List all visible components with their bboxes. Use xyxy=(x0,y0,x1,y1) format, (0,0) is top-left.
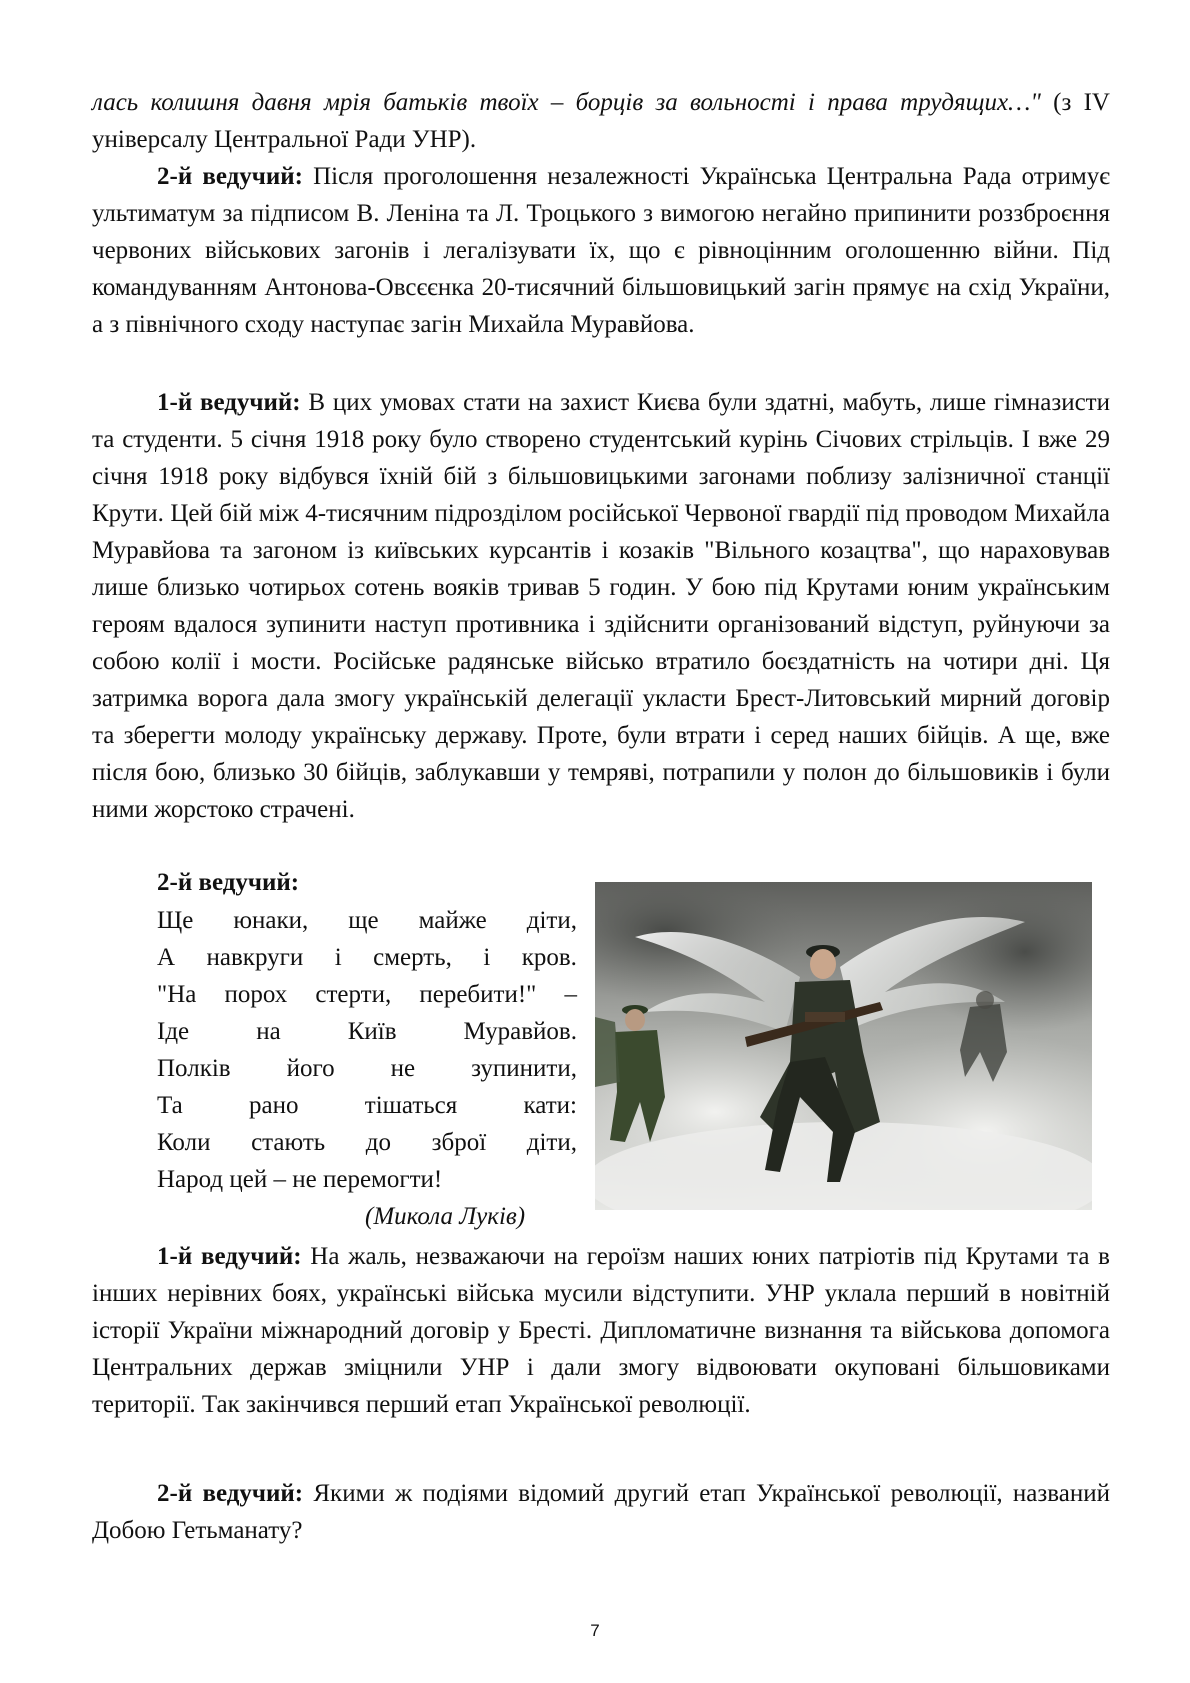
paragraph-host1-kruty xyxy=(92,384,1110,828)
poem-word: Полків xyxy=(157,1055,231,1082)
speaker-label: 1-й ведучий: xyxy=(157,1243,302,1270)
poem-word: його xyxy=(286,1055,335,1082)
poem-word: до xyxy=(365,1129,391,1156)
poem-line xyxy=(157,939,577,976)
poem-word: А xyxy=(157,944,176,971)
poem-word: юнаки, xyxy=(233,907,309,934)
speaker-label: 2-й ведучий: xyxy=(157,1480,304,1507)
poem-word: "На xyxy=(157,981,197,1008)
poem-word: перебити!" xyxy=(419,981,537,1008)
universal-quote: лась колишня давня мрія батьків твоїх – борців за вольності і права трудящих…" xyxy=(92,89,1041,116)
poem-word: Народ цей – не перемогти! xyxy=(157,1166,443,1193)
kruty-battle-illustration xyxy=(595,882,1092,1210)
speaker-label: 2-й ведучий: xyxy=(157,869,300,896)
poem-line xyxy=(157,902,577,939)
poem-word: Київ xyxy=(347,1018,397,1045)
poem-line xyxy=(157,1087,577,1124)
paragraph-text: В цих умовах стати на захист Києва були здатні, мабуть, лише гімназисти та студенти. 5 січня 1918 року було створено студентський курінь Січових стрільців. І вже 29 січня 1918 року відбувся їхній бій з більшовицькими загонами поблизу залізничної станції Крути. Цей бій між 4-тисячним підрозділом російської Червоної гвардії під проводом Михайла Муравйова та загоном із київських курсантів і козаків "Вільного козацтва", що нараховував лише близько чотирьох сотень вояків тривав 5 годин. У бою під Крутами юним українським героям вдалося зупинити наступ противника і здійснити організований відступ, руйнуючи за собою колії і мости. Російське радянське військо втратило боєздатність на чотири дні. Ця затримка ворога дала змогу українській делегації укласти Брест-Литовський мирний договір та зберегти молоду українську державу. Проте, були втрати і серед наших бійців. А ще, вже після бою, близько 30 бійців, заблукавши у темряві, потрапили у полон до більшовиків і були ними жорстоко страчені. xyxy=(92,389,1110,823)
poem-attribution: (Микола Луків) xyxy=(365,1203,526,1230)
paragraph-host2-hetmanate xyxy=(92,1475,1110,1549)
poem-line xyxy=(157,1161,577,1198)
paragraph-text: Після проголошення незалежності Українська Центральна Рада отримує ультиматум за підписом В. Леніна та Л. Троцького з вимогою негайно припинити роззброєння червоних військових загонів і легалізувати їх, що є рівноцінним оголошенню війни. Під командуванням Антонова-Овсєєнка 20-тисячний більшовицький загін прямує на схід України, а з північного сходу наступає загін Михайла Муравйова. xyxy=(92,163,1110,338)
poem-word: смерть, xyxy=(373,944,452,971)
poem-speaker xyxy=(157,864,299,901)
poem-word: діти, xyxy=(526,1129,577,1156)
paragraph-host2-ultimatum xyxy=(92,158,1110,343)
poem-word: діти, xyxy=(526,907,577,934)
poem-line xyxy=(157,1050,577,1087)
poem-word: зброї xyxy=(431,1129,487,1156)
poem-word: навкруги xyxy=(206,944,304,971)
poem-word: Ще xyxy=(157,907,194,934)
poem-word: стерти, xyxy=(315,981,392,1008)
poem-line xyxy=(157,1124,577,1161)
poem-word: і xyxy=(483,944,491,971)
poem-word: Та xyxy=(157,1092,183,1119)
poem-word: тішаться xyxy=(364,1092,458,1119)
poem-word: зупинити, xyxy=(471,1055,577,1082)
speaker-label: 2-й ведучий: xyxy=(157,163,303,190)
poem-word: і xyxy=(334,944,342,971)
poem-line xyxy=(157,1013,577,1050)
poem xyxy=(157,902,577,1198)
speaker-label: 1-й ведучий: xyxy=(157,389,301,416)
poem-word: на xyxy=(256,1018,281,1045)
poem-word: Коли xyxy=(157,1129,211,1156)
poem-word: не xyxy=(390,1055,416,1082)
paragraph-text: Якими ж подіями відомий другий етап Української революції, названий Добою Гетьманату? xyxy=(92,1480,1110,1544)
paragraph-text: На жаль, незважаючи на героїзм наших юних патріотів під Крутами та в інших нерівних боях, українські війська мусили відступити. УНР уклала перший в новітній історії України міжнародний договір у Бресті. Дипломатичне визнання та військова допомога Центральних держав зміцнили УНР і дали змогу відвоювати окуповані більшовиками території. Так закінчився перший етап Української революції. xyxy=(92,1243,1110,1418)
page-number: 7 xyxy=(590,1621,600,1640)
poem-word: кров. xyxy=(521,944,577,971)
poem-word: Муравйов. xyxy=(463,1018,577,1045)
poem-word: стають xyxy=(251,1129,326,1156)
poem-line xyxy=(157,976,577,1013)
poem-word: кати: xyxy=(523,1092,577,1119)
paragraph-host1-retreat xyxy=(92,1238,1110,1423)
poem-word: ще xyxy=(348,907,379,934)
poem-word: порох xyxy=(224,981,288,1008)
poem-word: Іде xyxy=(157,1018,190,1045)
poem-word: – xyxy=(564,981,577,1008)
poem-word: майже xyxy=(418,907,487,934)
poem-word: рано xyxy=(249,1092,299,1119)
intro-paragraph xyxy=(92,84,1110,158)
quote-source: (з IV універсалу Центральної Ради УНР). xyxy=(92,89,1110,153)
